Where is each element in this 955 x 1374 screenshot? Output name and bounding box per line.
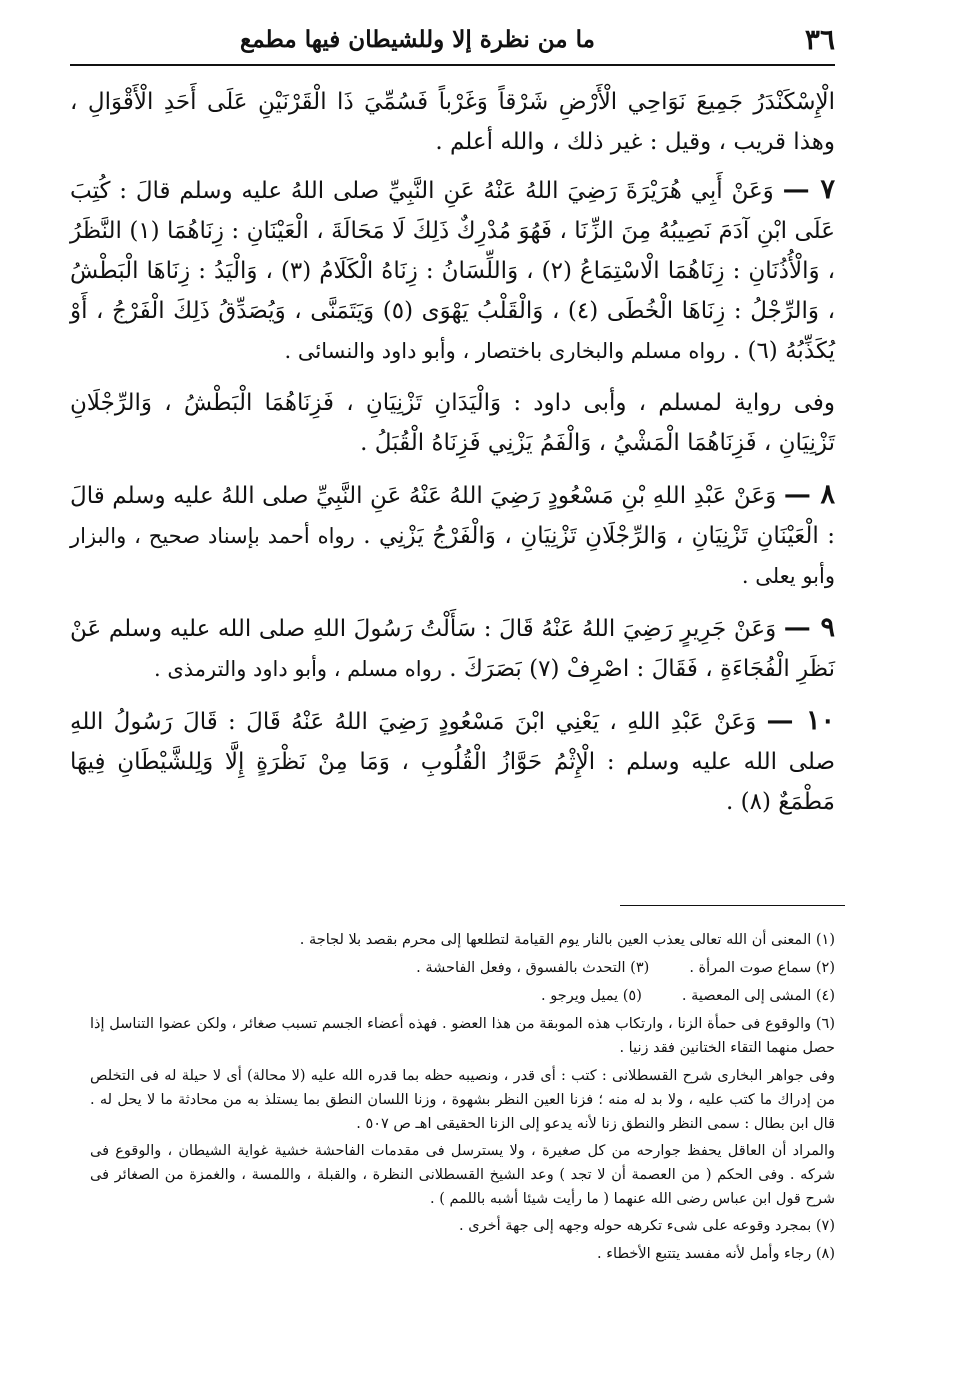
footnote-3: (٣) التحدث بالفسوق ، وفعل الفاحشة . [416, 960, 650, 976]
paragraph-text: الْإِسْكَنْدَرُ جَمِيعَ نَوَاحِي الْأَرْضِ شَرْقاً وَغَرْباً فَسُمِّيَ ذَا الْقَرْنَيْنِ عَلَى أَحَدِ الْأَقْوَالِ ، وهذا قريب ، وقيل : غير ذلك ، والله أعلم . [70, 89, 835, 155]
footnotes [90, 928, 835, 1270]
hadith-source: رواه مسلم ، وأبو داود والترمذى . [154, 657, 442, 681]
hadith-text: وَعَنْ عَبْدِ اللهِ ، يَعْنِي ابْنَ مَسْعُودٍ رَضِيَ اللهُ عَنْهُ قَالَ : قَالَ رَسُولُ اللهِ صلى الله عليه وسلم : الْإِثْمُ حَوَّازُ الْقُلُوبِ ، وَمَا مِنْ نَظْرَةٍ إِلَّا وَلِلشَّيْطَانِ فِيهَا مَطْمَعٌ (٨) . [70, 709, 835, 815]
hadith-9 [70, 608, 835, 689]
hadith-number: ٧ — [782, 174, 836, 205]
footnote-4: (٤) المشى إلى المعصية . [681, 988, 835, 1004]
running-title: ما من نظرة إلا وللشيطان فيها مطمع [240, 26, 595, 53]
footnote-8: (٨) رجاء وأمل لأنه مفسد يتتبع الأخطاء . [597, 1246, 835, 1262]
footnote-6-continuation: وفى جواهر البخارى شرح القسطلانى : كتب : أى قدر ، ونصيبه حظه بما قدره الله عليه (لا محالة) أى لا حيلة له فى التخلص من إدراك ما كتب عليه ، ولا بد له منه ؛ فزنا العين النظر بشهوة ، وزنا اللسان النطق بما يستلذ به من محادثة ما لا يحل له . قال ابن بطال : سمى النظر والنطق زنا لأنه يدعو إلى الزنا الحقيقى اهـ ص ٥٠٧ . [90, 1068, 835, 1132]
page-number: ٣٦ [804, 23, 835, 56]
hadith-source: رواه أحمد بإسناد صحيح ، والبزار وأبو يعلى . [70, 524, 835, 588]
hadith-text: وَعَنْ جَرِيرٍ رَضِيَ اللهُ عَنْهُ قَالَ : سَأَلْتُ رَسُولَ اللهِ صلى الله عليه وسلم عَنْ نَظَرِ الْفُجَاءَةِ ، فَقَالَ : اصْرِفْ (٧) بَصَرَكَ . [70, 616, 835, 682]
footnote-1: (١) المعنى أن الله تعالى يعذب العين بالنار يوم القيامة لتطلعها إلى محرم بقصد بلا لجاجة . [299, 932, 835, 948]
hadith-text: وَعَنْ أَبِي هُرَيْرَةَ رَضِيَ اللهُ عَنْهُ عَنِ النَّبِيِّ صلى اللهُ عليه وسلم قالَ : كُتِبَ عَلَى ابْنِ آدَمَ نَصِيبُهُ مِنَ الزِّنَا ، فَهُوَ مُدْرِكٌ ذَلِكَ لَا مَحَالَةَ ، الْعَيْنَانِ : زِنَاهُمَا (١) النَّظَرُ ، وَالْأُذُنَانِ : زِنَاهُمَا الْاسْتِمَاعُ (٢) ، وَاللِّسَانُ : زِنَاهُ الْكَلَامُ (٣) ، وَالْيَدُ : زِنَاهَا الْبَطْشُ ، وَالرِّجْلُ : زِنَاهَا الْخُطَى (٤) ، وَالْقَلْبُ يَهْوَى (٥) وَيَتَمَنَّى ، وَيُصَدِّقُ ذَلِكَ الْفَرْجُ ، أَوْ يُكَذِّبُهُ (٦) . [70, 178, 836, 364]
main-text [70, 82, 835, 834]
footnote-5: (٥) يميل ويرجو . [541, 988, 642, 1004]
hadith-number: ١٠ — [766, 705, 835, 736]
header-divider [70, 64, 835, 66]
footnote-6: (٦) والوقوع فى حمأة الزنا ، وارتكاب هذه الموبقة من هذا العضو . فهذه أعضاء الجسم تسبب صغائر ، ولكن عضوا التناسل إذا حصل منهما التقاء الختانين فقد زنيا . [90, 1016, 835, 1056]
footnote-divider [620, 905, 845, 906]
footnote-6-continuation: والمراد أن العاقل يحفظ جوارحه من كل صغيرة ، ولا يسترسل فى مقدمات الفاحشة خشية غواية الشيطان ، والوقوع فى شركه . وفى الحكم ( من العصمة أن لا تجد ) وعد الشيخ القسطلانى النظرة ، والقبلة ، واللمسة ، والغمزة من الصغائر فى شرح قول ابن عباس رضى الله عنهما ( ما رأيت شيئا أشبه باللمم ) . [90, 1143, 835, 1207]
footnote-7: (٧) بمجرد وقوعه على شىء تكرهه حوله وجهه إلى جهة أخرى . [459, 1218, 835, 1234]
hadith-text: وَعَنْ عَبْدِ اللهِ بْنِ مَسْعُودٍ رَضِيَ اللهُ عَنْهُ عَنِ النَّبِيِّ صلى اللهُ عليه وسلم قالَ : الْعَيْنَانِ تَزْنِيَانِ ، وَالرِّجْلَانِ تَزْنِيَانِ ، وَالْفَرْجُ يَزْنِي . [70, 483, 836, 549]
footnote-row [90, 984, 835, 1008]
hadith-8 [70, 475, 835, 596]
page-header [70, 22, 835, 58]
footnote-2: (٢) سماع صوت المرأة . [689, 960, 835, 976]
hadith-source: رواه مسلم والبخارى باختصار ، وأبو داود والنسائى . [284, 339, 726, 363]
paragraph-dhul-qarnayn [70, 82, 835, 162]
paragraph-text: وفى رواية لمسلم ، وأبى داود : وَالْيَدَانِ تَزْنِيَانِ ، فَزِنَاهُمَا الْبَطْشُ ، وَالرِّجْلَانِ تَزْنِيَانِ ، فَزِنَاهُمَا الْمَشْيُ ، وَالْفَمُ يَزْنِي فَزِنَاهُ الْقُبَلُ . [70, 390, 835, 456]
footnote-row [90, 956, 835, 980]
hadith-7 [70, 170, 835, 371]
hadith-number: ٩ — [783, 612, 835, 643]
hadith-10 [70, 701, 835, 822]
hadith-number: ٨ — [783, 479, 835, 510]
hadith-7-variant [70, 383, 835, 463]
